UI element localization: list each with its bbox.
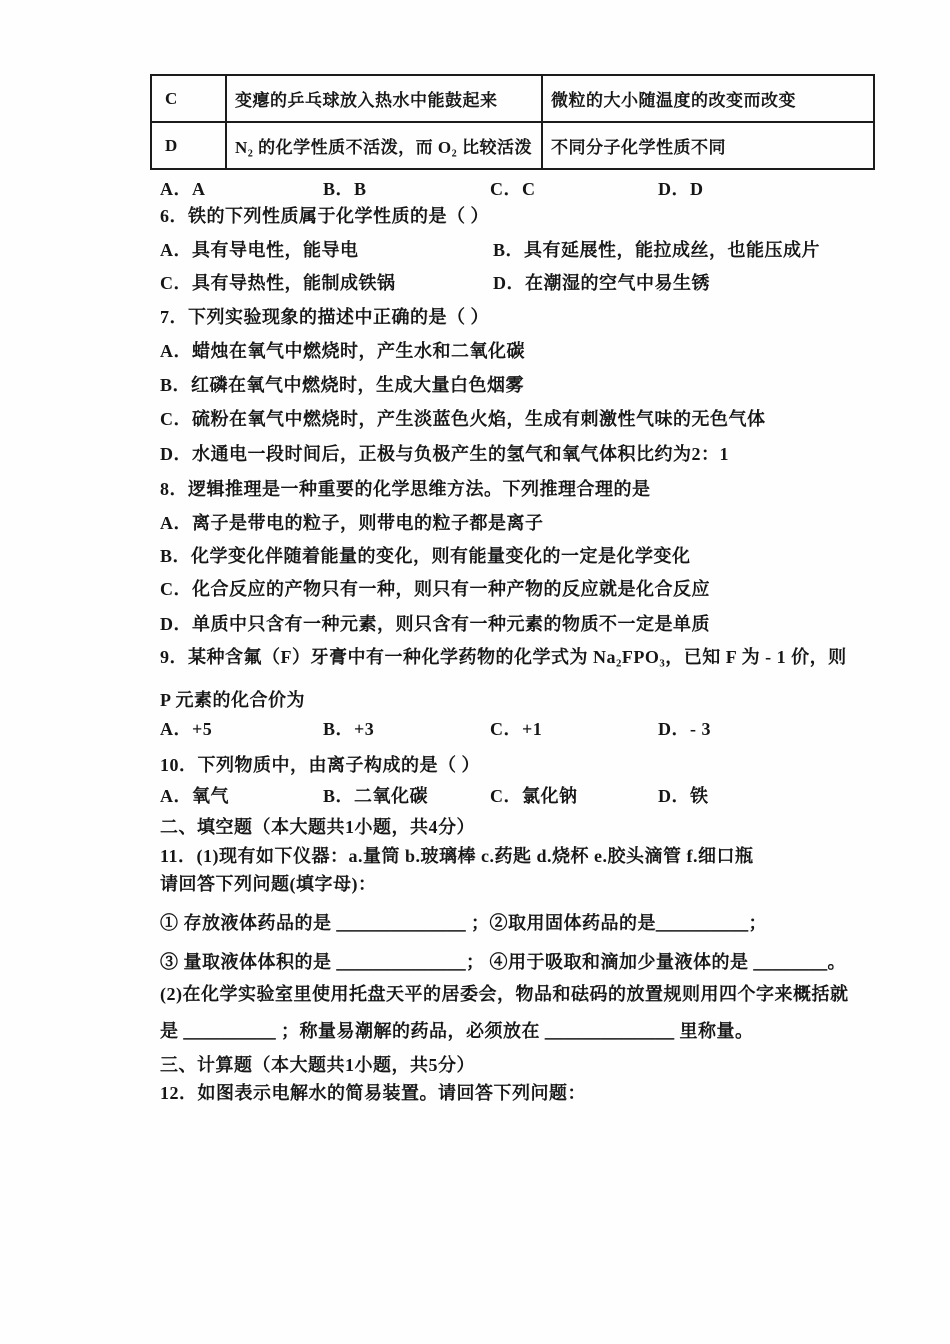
question-7-option-d: D．水通电一段时间后，正极与负极产生的氢气和氧气体积比约为2：1 bbox=[160, 444, 729, 464]
question-10-option-a: A．氧气 bbox=[160, 786, 229, 806]
row-label-cell: D bbox=[151, 122, 226, 169]
question-11-prompt-line: 请回答下列问题(填字母)： bbox=[160, 874, 377, 894]
question-10-stem: 10．下列物质中，由离子构成的是（ ） bbox=[160, 755, 480, 775]
table-row-d bbox=[151, 122, 874, 169]
question-6-option-d: D．在潮湿的空气中易生锈 bbox=[493, 273, 710, 293]
answer-option-d: D．D bbox=[658, 179, 704, 199]
question-8-stem: 8．逻辑推理是一种重要的化学思维方法。下列推理合理的是 bbox=[160, 479, 651, 499]
phenomenon-cell: N₂ 的化学性质不活泼，而 O₂ 比较活泼 bbox=[226, 122, 542, 169]
question-10-option-c: C．氯化钠 bbox=[490, 786, 578, 806]
question-8-option-a: A．离子是带电的粒子，则带电的粒子都是离子 bbox=[160, 513, 544, 533]
section-3-heading: 三、计算题（本大题共1小题，共5分） bbox=[160, 1055, 475, 1075]
question-9-option-d: D．- 3 bbox=[658, 719, 711, 739]
answer-option-a: A．A bbox=[160, 179, 206, 199]
question-10-option-b: B．二氧化碳 bbox=[323, 786, 429, 806]
question-8-option-b: B．化学变化伴随着能量的变化，则有能量变化的一定是化学变化 bbox=[160, 546, 691, 566]
question-11-blank-line-1: ① 存放液体药品的是 ＿＿＿＿＿＿＿ ；②取用固体药品的是＿＿＿＿＿； bbox=[160, 913, 767, 933]
question-6-option-a: A．具有导电性，能导电 bbox=[160, 240, 359, 260]
question-10-option-d: D．铁 bbox=[658, 786, 709, 806]
question-7-option-b: B．红磷在氧气中燃烧时，生成大量白色烟雾 bbox=[160, 375, 525, 395]
question-9-options-row bbox=[160, 719, 875, 739]
row-label-cell: C bbox=[151, 75, 226, 122]
question-6-option-b: B．具有延展性，能拉成丝，也能压成片 bbox=[493, 240, 821, 260]
question-6-options-row-1 bbox=[160, 240, 875, 260]
answer-option-c: C．C bbox=[490, 179, 536, 199]
question-7-stem: 7．下列实验现象的描述中正确的是（ ） bbox=[160, 307, 489, 327]
table-answer-options-row bbox=[160, 179, 875, 199]
question-11-blank-line-2: ③ 量取液体体积的是 ＿＿＿＿＿＿＿； ④用于吸取和滴加少量液体的是 ＿＿＿＿。 bbox=[160, 952, 846, 972]
question-11-part-2-line-2: 是 ＿＿＿＿＿ ；称量易潮解的药品，必须放在 ＿＿＿＿＿＿＿ 里称量。 bbox=[160, 1021, 754, 1041]
table-row-c bbox=[151, 75, 874, 122]
explanation-cell: 不同分子化学性质不同 bbox=[542, 122, 874, 169]
question-7-option-a: A．蜡烛在氧气中燃烧时，产生水和二氧化碳 bbox=[160, 341, 525, 361]
question-10-options-row bbox=[160, 786, 875, 806]
question-7-option-c: C．硫粉在氧气中燃烧时，产生淡蓝色火焰，生成有刺激性气味的无色气体 bbox=[160, 409, 766, 429]
question-8-option-c: C．化合反应的产物只有一种，则只有一种产物的反应就是化合反应 bbox=[160, 579, 710, 599]
question-9-stem-line-1: 9．某种含氟（F）牙膏中有一种化学药物的化学式为 Na₂FPO₃，已知 F 为 - 1 价，则 bbox=[160, 647, 847, 667]
question-6-stem: 6．铁的下列性质属于化学性质的是（ ） bbox=[160, 206, 489, 226]
question-8-option-d: D．单质中只含有一种元素，则只含有一种元素的物质不一定是单质 bbox=[160, 614, 710, 634]
section-2-heading: 二、填空题（本大题共1小题，共4分） bbox=[160, 817, 475, 837]
question-9-option-c: C．+1 bbox=[490, 719, 543, 739]
question-6-options-row-2 bbox=[160, 273, 875, 293]
question-6-option-c: C．具有导热性，能制成铁锅 bbox=[160, 273, 396, 293]
phenomenon-cell: 变瘪的乒乓球放入热水中能鼓起来 bbox=[226, 75, 542, 122]
question-9-stem-line-2: P 元素的化合价为 bbox=[160, 690, 306, 710]
explanation-cell: 微粒的大小随温度的改变而改变 bbox=[542, 75, 874, 122]
question-12-stem: 12．如图表示电解水的简易装置。请回答下列问题： bbox=[160, 1083, 586, 1103]
question-9-option-b: B．+3 bbox=[323, 719, 375, 739]
answer-option-b: B．B bbox=[323, 179, 367, 199]
comparison-table bbox=[150, 74, 875, 170]
question-11-instruments-line: 11．(1)现有如下仪器：a.量筒 b.玻璃棒 c.药匙 d.烧杯 e.胶头滴管 f.细口瓶 bbox=[160, 846, 754, 866]
question-9-option-a: A．+5 bbox=[160, 719, 213, 739]
question-11-part-2-line-1: (2)在化学实验室里使用托盘天平的居委会，物品和砝码的放置规则用四个字来概括就 bbox=[160, 984, 849, 1004]
